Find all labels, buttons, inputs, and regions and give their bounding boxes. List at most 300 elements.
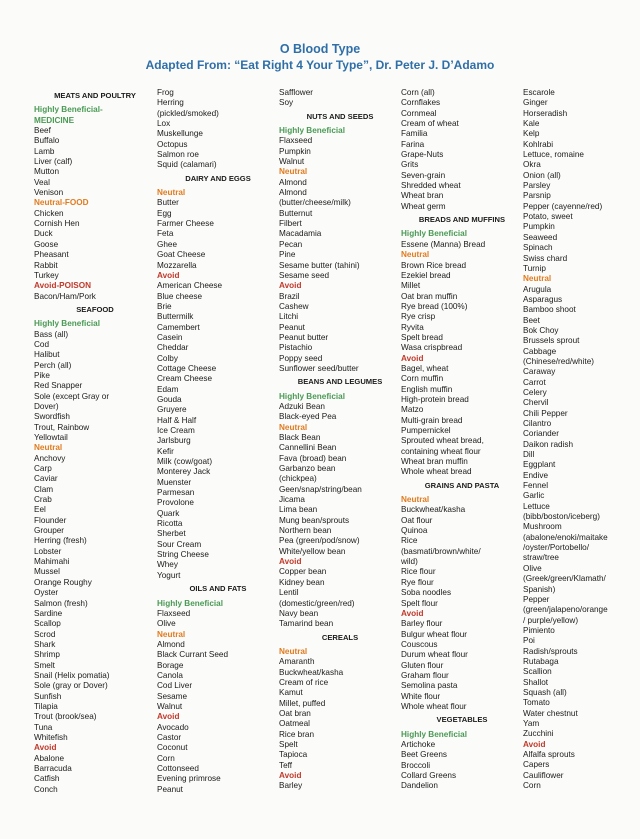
food-item: Spelt xyxy=(279,739,298,749)
food-item: Gluten flour xyxy=(401,660,444,670)
food-item: Scallion xyxy=(523,667,552,677)
food-item: Cornmeal xyxy=(401,108,437,118)
food-item: Goat Cheese xyxy=(157,250,206,260)
food-item: Sherbet xyxy=(157,529,186,539)
food-item: Walnut xyxy=(157,701,183,711)
food-item: Trout, Rainbow xyxy=(34,422,90,432)
food-item: (Chinese/red/white) xyxy=(523,356,594,366)
food-item: (green/jalapeno/orange xyxy=(523,605,608,615)
food-item: Beef xyxy=(34,126,51,136)
food-item: Graham flour xyxy=(401,670,449,680)
food-item: Sour Cream xyxy=(157,539,202,549)
food-item: Halibut xyxy=(34,350,60,360)
food-item: Collard Greens xyxy=(401,771,457,780)
section-heading: CEREALS xyxy=(321,632,359,642)
food-item: Casein xyxy=(157,332,183,342)
food-item: Edam xyxy=(157,384,179,394)
food-item: Corn xyxy=(523,781,541,791)
food-item: Duck xyxy=(34,229,53,239)
food-item: (butter/cheese/milk) xyxy=(279,198,351,208)
food-item: Capers xyxy=(523,760,550,770)
food-item: Salmon roe xyxy=(157,150,199,160)
food-item: Rice xyxy=(401,536,418,546)
food-item: Butternut xyxy=(279,208,313,218)
food-item: Buffalo xyxy=(34,136,60,146)
food-item: Cream of wheat xyxy=(401,119,459,129)
food-item: Pine xyxy=(279,250,296,260)
food-item: Barracuda xyxy=(34,764,72,773)
food-item: High-protein bread xyxy=(401,394,469,404)
food-item: Lettuce, romaine xyxy=(523,150,584,160)
food-item: straw/tree xyxy=(523,553,559,563)
food-item: Litchi xyxy=(279,312,299,322)
food-item: Castor xyxy=(157,732,182,742)
food-item: Wasa crispbread xyxy=(401,343,463,353)
food-item: Bulgur wheat flour xyxy=(401,629,467,639)
food-item: Wheat germ xyxy=(401,201,446,211)
food-item: Rye bread (100%) xyxy=(401,301,468,311)
food-item: Brazil xyxy=(279,291,300,301)
food-item: Turkey xyxy=(34,270,59,280)
category-avoid: Avoid-POISON xyxy=(34,281,92,291)
food-item: (chickpea) xyxy=(279,474,317,484)
food-item: Squash (all) xyxy=(523,687,567,697)
food-item: Sardine xyxy=(34,608,63,618)
food-item: Buckwheat/kasha xyxy=(279,667,344,677)
category-avoid: Avoid xyxy=(34,743,57,753)
food-item: wild) xyxy=(401,557,418,567)
food-item: Crab xyxy=(34,495,52,505)
food-item: Geen/snap/string/bean xyxy=(279,484,362,494)
food-item: Trout (brook/sea) xyxy=(34,712,97,722)
food-item: Evening primrose xyxy=(157,774,221,784)
food-item: Alfalfa sprouts xyxy=(523,750,575,759)
food-item: Walnut xyxy=(279,157,305,167)
food-item: Caraway xyxy=(523,367,556,377)
food-item: Parmesan xyxy=(157,488,195,498)
category-highly-beneficial: Highly Beneficial xyxy=(157,598,223,608)
category-highly-beneficial: Highly Beneficial xyxy=(279,126,345,136)
food-item: Salmon (fresh) xyxy=(34,598,88,608)
food-item: Sunfish xyxy=(34,691,62,701)
food-item: Pistachio xyxy=(279,343,313,353)
food-item: Pheasant xyxy=(34,250,69,260)
food-item: Liver (calf) xyxy=(34,157,73,167)
food-item: Amaranth xyxy=(279,657,315,667)
food-item: Kefir xyxy=(157,446,174,456)
food-item: Pepper xyxy=(523,594,550,604)
food-item: Daikon radish xyxy=(523,439,574,449)
food-item: Mahimahi xyxy=(34,557,70,567)
food-column-2 xyxy=(157,88,279,795)
food-item: Orange Roughy xyxy=(34,577,92,587)
food-item: Arugula xyxy=(523,284,552,294)
food-item: Pepper (cayenne/red) xyxy=(523,201,603,211)
food-item: Parsley xyxy=(523,181,551,191)
food-item: Bass (all) xyxy=(34,329,69,339)
food-item: Shredded wheat xyxy=(401,181,461,191)
food-item: Farina xyxy=(401,139,425,149)
food-item: Pumpernickel xyxy=(401,426,451,435)
food-item: Sesame xyxy=(157,691,188,701)
food-item: Pike xyxy=(34,370,50,380)
food-item: Corn muffin xyxy=(401,374,444,384)
food-item: Cauliflower xyxy=(523,770,564,780)
food-item: Cod Liver xyxy=(157,681,193,691)
food-item: (pickled/smoked) xyxy=(157,108,219,118)
food-item: Anchovy xyxy=(34,453,66,463)
category-neutral: Neutral xyxy=(157,188,186,198)
food-item: Cottage Cheese xyxy=(157,363,217,373)
food-item: Avocado xyxy=(157,722,189,732)
food-item: Pumpkin xyxy=(279,146,311,156)
food-item: Kidney bean xyxy=(279,577,325,587)
food-item: Rice flour xyxy=(401,567,436,577)
food-item: Monterey Jack xyxy=(157,467,211,477)
food-item: White/yellow bean xyxy=(279,546,346,556)
food-item: Perch (all) xyxy=(34,360,72,370)
food-item: Ice Cream xyxy=(157,426,195,435)
page-subtitle: Adapted From: “Eat Right 4 Your Type”, Dr. Peter J. D’Adamo xyxy=(145,58,495,72)
food-item: Okra xyxy=(523,160,541,170)
food-item: Northern bean xyxy=(279,526,332,536)
food-item: Beet Greens xyxy=(401,750,447,760)
category-highly-beneficial: Highly Beneficial xyxy=(401,729,467,739)
food-item: Rice bran xyxy=(279,729,315,739)
food-item: Tomato xyxy=(523,698,550,708)
section-heading: SEAFOOD xyxy=(76,304,114,314)
food-item: Jarlsburg xyxy=(157,436,191,446)
food-item: Octopus xyxy=(157,139,188,149)
food-item: Black Bean xyxy=(279,433,321,442)
food-item: Feta xyxy=(157,229,174,239)
food-item: Caviar xyxy=(34,474,58,484)
food-item: Mozzarella xyxy=(157,260,197,270)
food-item: Peanut butter xyxy=(279,332,329,342)
food-item: Zucchini xyxy=(523,729,554,739)
food-item: Matzo xyxy=(401,405,424,415)
food-item: Spinach xyxy=(523,243,553,253)
food-item: Flounder xyxy=(34,515,67,525)
food-item: Lima bean xyxy=(279,505,318,515)
food-item: Poppy seed xyxy=(279,353,323,363)
food-item: Grits xyxy=(401,160,419,170)
food-item: / purple/yellow) xyxy=(523,615,579,625)
food-item: Carrot xyxy=(523,377,546,387)
food-item: Spelt flour xyxy=(401,598,438,608)
food-item: Scrod xyxy=(34,629,56,639)
food-item: Quinoa xyxy=(401,526,428,536)
food-item: Frog xyxy=(157,88,174,97)
food-item: String Cheese xyxy=(157,550,209,560)
food-item: Clam xyxy=(34,484,54,494)
food-item: Escarole xyxy=(523,88,555,97)
food-item: Tapioca xyxy=(279,750,308,760)
food-item: Cashew xyxy=(279,301,309,311)
food-column-3 xyxy=(279,88,401,792)
food-item: Rye crisp xyxy=(401,312,436,322)
food-item: Broccoli xyxy=(401,760,431,770)
food-item: Black Currant Seed xyxy=(157,650,228,660)
food-item: Yogurt xyxy=(157,570,181,580)
food-item: Cottonseed xyxy=(157,764,199,773)
food-item: Smelt xyxy=(34,660,55,670)
food-item: Mutton xyxy=(34,167,60,177)
category-neutral: Neutral xyxy=(523,274,552,284)
food-item: Spanish) xyxy=(523,584,556,594)
food-item: Whole wheat flour xyxy=(401,701,467,711)
food-item: Rye flour xyxy=(401,577,434,587)
category-avoid: Avoid xyxy=(279,771,302,780)
food-item: Farmer Cheese xyxy=(157,219,214,229)
food-item: Millet xyxy=(401,281,421,291)
food-item: Dover) xyxy=(34,401,59,411)
food-item: Sole (except Gray or xyxy=(34,391,110,401)
food-item: Almond xyxy=(279,177,307,187)
food-item: Swordfish xyxy=(34,412,70,422)
food-item: Water chestnut xyxy=(523,708,578,718)
food-item: Cheddar xyxy=(157,343,189,353)
category-highly-beneficial: Highly Beneficial xyxy=(401,229,467,239)
page-title: O Blood Type xyxy=(279,42,361,56)
food-item: Pimiento xyxy=(523,625,555,635)
food-item: Sesame seed xyxy=(279,270,330,280)
food-item: Garlic xyxy=(523,491,545,501)
food-item: Rutabaga xyxy=(523,656,559,666)
food-item: Snail (Helix pomatia) xyxy=(34,670,110,680)
food-item: Sunflower seed/butter xyxy=(279,363,359,373)
food-item: Red Snapper xyxy=(34,381,83,391)
food-item: Goose xyxy=(34,239,59,249)
category-neutral: Neutral xyxy=(34,443,63,453)
food-item: Mussel xyxy=(34,567,60,577)
food-item: Dill xyxy=(523,450,535,460)
category-highly-beneficial: MEDICINE xyxy=(34,115,75,125)
category-neutral: Neutral xyxy=(279,422,308,432)
category-neutral: Neutral xyxy=(401,250,430,260)
food-item: Herring (fresh) xyxy=(34,536,87,546)
food-item: Filbert xyxy=(279,219,302,229)
food-item: Multi-grain bread xyxy=(401,415,463,425)
food-item: Tamarind bean xyxy=(279,619,334,629)
food-item: Mushroom xyxy=(523,522,562,532)
food-item: Herring xyxy=(157,98,184,108)
food-item: Pea (green/pod/snow) xyxy=(279,536,360,546)
food-item: containing wheat flour xyxy=(401,446,481,456)
food-item: Rabbit xyxy=(34,260,58,270)
food-item: Familia xyxy=(401,129,428,139)
food-item: Lettuce xyxy=(523,501,550,511)
food-item: Brussels sprout xyxy=(523,336,580,346)
food-item: Canola xyxy=(157,670,183,680)
food-item: Fava (broad) bean xyxy=(279,453,347,463)
food-item: Eggplant xyxy=(523,460,556,470)
food-item: Oatmeal xyxy=(279,719,310,729)
food-item: Sesame butter (tahini) xyxy=(279,260,360,270)
food-item: Kale xyxy=(523,119,540,129)
food-item: Whole wheat bread xyxy=(401,467,472,477)
food-item: Cornish Hen xyxy=(34,219,80,229)
food-item: Cabbage xyxy=(523,346,557,356)
food-item: Coconut xyxy=(157,743,188,753)
food-item: Dandelion xyxy=(401,781,438,791)
food-item: Gruyere xyxy=(157,405,187,415)
section-heading: OILS AND FATS xyxy=(189,584,247,594)
food-item: Barley xyxy=(279,781,303,791)
food-item: Spelt bread xyxy=(401,332,443,342)
category-avoid: Avoid xyxy=(279,557,302,567)
food-item: Soba noodles xyxy=(401,588,452,598)
food-item: Chili Pepper xyxy=(523,408,568,418)
food-item: Lentil xyxy=(279,588,299,598)
food-item: Tuna xyxy=(34,722,53,732)
food-item: /oyster/Portobello/ xyxy=(523,543,589,553)
food-item: Poi xyxy=(523,636,535,646)
food-item: Ryvita xyxy=(401,322,424,332)
food-item: Cream of rice xyxy=(279,677,329,687)
food-item: Olive xyxy=(157,619,176,629)
food-item: Half & Half xyxy=(157,415,197,425)
food-item: Buckwheat/kasha xyxy=(401,505,466,515)
food-item: Ghee xyxy=(157,239,178,249)
food-column-1 xyxy=(34,88,156,795)
food-item: Pumpkin xyxy=(523,222,555,232)
food-item: Gouda xyxy=(157,394,182,404)
category-avoid: Avoid xyxy=(401,353,424,363)
food-item: Oat flour xyxy=(401,515,433,525)
food-item: Teff xyxy=(279,760,293,770)
food-item: Sprouted wheat bread, xyxy=(401,436,484,446)
food-item: Fennel xyxy=(523,481,549,491)
food-item: Artichoke xyxy=(401,739,436,749)
food-item: Onion (all) xyxy=(523,170,561,180)
food-item: Wheat bran xyxy=(401,191,444,201)
food-item: Wheat bran muffin xyxy=(401,457,468,467)
category-avoid: Avoid xyxy=(157,712,180,722)
food-item: Venison xyxy=(34,188,64,198)
category-avoid: Avoid xyxy=(523,739,546,749)
food-item: Oat bran xyxy=(279,708,311,718)
food-item: Grape-Nuts xyxy=(401,150,444,160)
food-item: Chicken xyxy=(34,208,64,218)
food-item: Almond xyxy=(157,639,185,649)
category-avoid: Avoid xyxy=(401,608,424,618)
food-item: Parsnip xyxy=(523,191,551,201)
food-column-5 xyxy=(523,88,640,791)
food-item: Bagel, wheat xyxy=(401,363,449,373)
food-item: Scallop xyxy=(34,619,61,629)
food-item: Peanut xyxy=(157,784,183,794)
food-item: Buttermilk xyxy=(157,312,194,322)
food-item: Jicama xyxy=(279,495,305,505)
section-heading: BREADS AND MUFFINS xyxy=(418,215,506,225)
food-item: Squid (calamari) xyxy=(157,160,217,170)
category-neutral: Neutral xyxy=(279,646,308,656)
category-avoid: Avoid xyxy=(279,281,302,291)
section-heading: BEANS AND LEGUMES xyxy=(297,377,383,387)
food-item: Quark xyxy=(157,508,180,518)
food-item: Shrimp xyxy=(34,650,60,660)
category-neutral: Neutral-FOOD xyxy=(34,198,89,208)
food-item: Shark xyxy=(34,639,56,649)
food-item: Bamboo shoot xyxy=(523,305,576,315)
food-item: Flaxseed xyxy=(279,136,313,146)
food-item: Kelp xyxy=(523,129,540,139)
food-item: Soy xyxy=(279,98,294,108)
food-item: Cream Cheese xyxy=(157,374,213,384)
food-item: Essene (Manna) Bread xyxy=(401,239,486,249)
food-item: White flour xyxy=(401,691,441,701)
food-item: Beet xyxy=(523,315,540,325)
section-heading: NUTS AND SEEDS xyxy=(306,111,374,121)
food-item: Macadamia xyxy=(279,229,322,239)
food-item: Navy bean xyxy=(279,608,319,618)
category-highly-beneficial: Highly Beneficial xyxy=(34,319,100,329)
food-item: Potato, sweet xyxy=(523,212,573,222)
food-item: Shallot xyxy=(523,677,549,687)
food-item: Bacon/Ham/Pork xyxy=(34,291,96,301)
food-item: Copper bean xyxy=(279,567,327,577)
food-item: Semolina pasta xyxy=(401,681,458,691)
food-item: Chervil xyxy=(523,398,549,408)
category-highly-beneficial: Highly Beneficial xyxy=(279,391,345,401)
food-item: (basmati/brown/white/ xyxy=(401,546,481,556)
food-item: Ricotta xyxy=(157,519,183,529)
food-item: Corn (all) xyxy=(401,88,435,97)
category-neutral: Neutral xyxy=(157,629,186,639)
food-item: Tilapia xyxy=(34,701,58,711)
food-item: Milk (cow/goat) xyxy=(157,457,213,467)
food-item: Brie xyxy=(157,301,172,311)
food-item: Eel xyxy=(34,505,46,515)
food-item: Garbanzo bean xyxy=(279,464,336,474)
food-item: Lox xyxy=(157,119,171,129)
food-item: Brown Rice bread xyxy=(401,260,467,270)
food-item: Whitefish xyxy=(34,732,68,742)
food-item: Flaxseed xyxy=(157,608,191,618)
food-item: Bok Choy xyxy=(523,325,559,335)
food-item: English muffin xyxy=(401,384,453,394)
food-item: Barley flour xyxy=(401,619,443,629)
food-item: Seven-grain xyxy=(401,170,446,180)
food-item: Asparagus xyxy=(523,294,563,304)
food-item: Safflower xyxy=(279,88,313,97)
food-item: Colby xyxy=(157,353,178,363)
food-item: Durum wheat flour xyxy=(401,650,468,660)
food-item: Oyster xyxy=(34,588,59,598)
food-item: Yam xyxy=(523,718,540,728)
food-item: (Greek/green/Klamath/ xyxy=(523,574,606,584)
food-column-4 xyxy=(401,88,523,792)
section-heading: VEGETABLES xyxy=(436,715,488,725)
food-item: Catfish xyxy=(34,774,60,784)
food-item: Lobster xyxy=(34,546,62,556)
food-item: Radish/sprouts xyxy=(523,646,578,656)
food-item: (domestic/green/red) xyxy=(279,598,355,608)
food-item: Endive xyxy=(523,470,549,480)
food-item: Veal xyxy=(34,177,50,187)
food-item: (abalone/enoki/maitake xyxy=(523,532,608,542)
food-item: Mung bean/sprouts xyxy=(279,515,350,525)
section-heading: GRAINS AND PASTA xyxy=(424,480,500,490)
food-item: Cilantro xyxy=(523,419,552,428)
category-highly-beneficial: Highly Beneficial- xyxy=(34,105,103,115)
food-item: Lamb xyxy=(34,146,55,156)
food-item: Ginger xyxy=(523,98,548,108)
food-item: Kohlrabi xyxy=(523,139,554,149)
food-item: Pecan xyxy=(279,239,303,249)
category-avoid: Avoid xyxy=(157,270,180,280)
